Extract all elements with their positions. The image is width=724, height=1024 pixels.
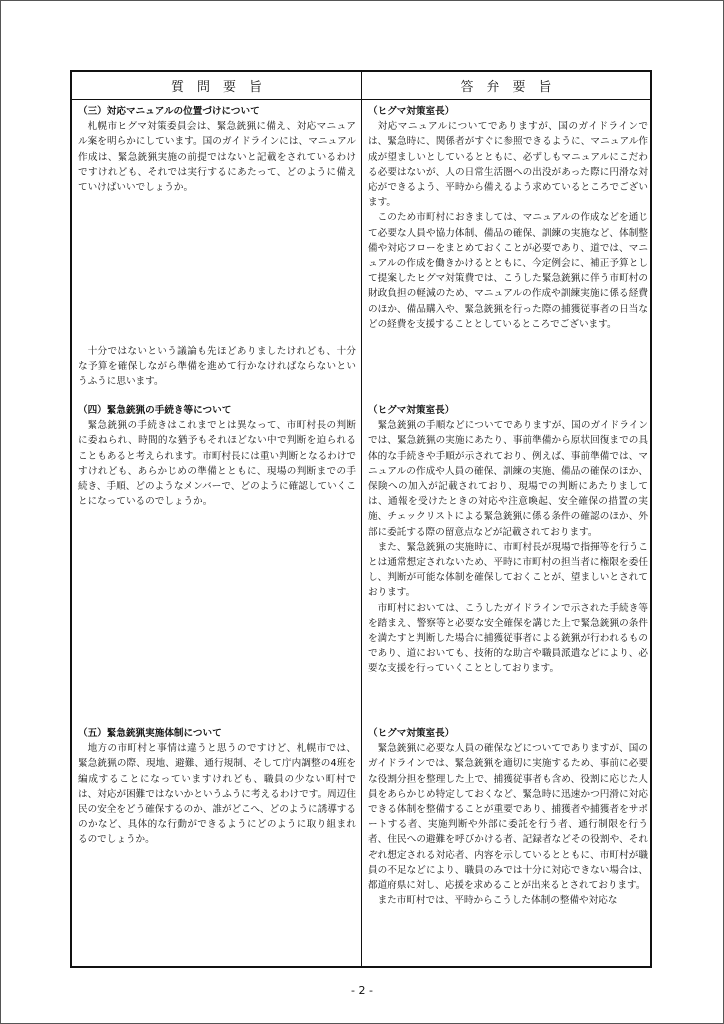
table-header [72, 72, 650, 100]
answer-title: （ヒグマ対策室長） [368, 405, 455, 416]
qa-table [70, 70, 652, 968]
question-followup-3 [78, 344, 356, 390]
answer-body: また市町村では、平時からこうした体制の整備や対応な [377, 895, 618, 907]
question-body: 緊急銃猟の手続きはこれまでとは異なって、市町村長の判断に委ねられ、時間的な猶予もそれほどない中で判断を迫られることもあると考えられます。市町村長には重い判断となるわけですけれども、あらかじめの準備とともに、現場の判断までの手続き、手順、どのようなメンバーで、どのように確認していくことになっているのでしょうか。 [78, 420, 356, 508]
answer-body: 緊急銃猟の手順などについてでありますが、国のガイドラインでは、緊急銃猟の実施にあたり、事前準備から原状回復までの具体的な手続きや手順が示されており、例えば、事前準備では、マニュアルの作成や人員の確保、訓練の実施、備品の確保のほか、保険への加入が記載されており、現場での判断にあたりましては、通報を受けたときの対応や注意喚起、安全確保の措置の実施、チェックリストによる緊急銃猟に係る条件の確認のほか、外部に委託する際の留意点などが記載されております。 [368, 420, 648, 538]
question-block-3 [78, 104, 356, 195]
answer-body: このため市町村におきましては、マニュアルの作成などを通じて必要な人員や協力体制、備品の確保、訓練の実施など、体制整備や対応フローをまとめておくことが必要であり、道では、マニュアルの作成を働きかけるとともに、今定例会に、補正予算として提案したヒグマ対策費では、こうした緊急銃猟に伴う市町村の財政負担の軽減のため、マニュアルの作成や訓練実施に係る経費のほか、備品購入や、緊急銃猟を行った際の捕獲従事者の日当などの経費を支援することとしているところでございます。 [368, 212, 648, 330]
answer-column-header: 答 弁 要 旨 [460, 80, 552, 95]
question-block-4 [78, 403, 356, 509]
answer-body: 市町村においては、こうしたガイドラインで示された手続き等を踏まえ、警察等と必要な安全確保を講じた上で緊急銃猟の条件を満たすと判断した場合に捕獲従事者による銃猟が行われるものであり、道においても、技術的な助言や職員派遣などにより、必要な支援を行っていくこととしております。 [368, 602, 648, 675]
question-body: 地方の市町村と事情は違うと思うのですけど、札幌市では、緊急銃猟の際、現地、避難、通行規制、そして庁内調整の4班を編成することになっていますけれども、職員の少ない町村では、対応が困難ではないかというふうに考えるわけです。周辺住民の安全をどう確保するのか、誰がどこへ、どのように誘導するのかなど、具体的な行動ができるようにどのように取り組まれるのでしょうか。 [78, 743, 356, 846]
answer-block-3 [368, 104, 648, 332]
answer-block-5 [368, 726, 648, 908]
question-followup: 十分ではないという議論も先ほどありましたけれども、十分な予算を確保しながら準備を進めて行かなければならないというふうに思います。 [78, 346, 356, 388]
question-title: （四）緊急銃猟の手続き等について [78, 405, 232, 416]
answer-title: （ヒグマ対策室長） [368, 728, 455, 739]
answer-body: 緊急銃猟に必要な人員の確保などについてでありますが、国のガイドラインでは、緊急銃猟を適切に実施するため、事前に必要な役割分担を整理した上で、捕獲従事者も含め、役割に応じた人員をあらかじめ特定しておくなど、緊急時に迅速かつ円滑に対応できる体制を整備することが重要であり、捕獲者や捕獲者をサポートする者、実施判断や外部に委託を行う者、通行制限を行う者、住民への避難を呼びかける者、記録者などその役割や、それぞれ想定される対応者、内容を示しているとともに、市町村が職員の不足などにより、職員のみでは十分に対応できない場合は、都道府県に対し、応援を求めることが出来るとされております。 [368, 743, 648, 892]
question-title: （五）緊急銃猟実施体制について [78, 728, 222, 739]
answer-title: （ヒグマ対策室長） [368, 106, 455, 117]
question-body: 札幌市ヒグマ対策委員会は、緊急銃猟に備え、対応マニュアル案を明らかにしています。国のガイドラインには、マニュアル作成は、緊急銃猟実施の前提ではないと記載をされているわけですけれども、それでは実行するにあたって、どのように備えていけばいいでしょうか。 [78, 121, 356, 194]
column-divider [361, 72, 362, 966]
page-number: - 2 - [351, 984, 373, 997]
question-title: （三）対応マニュアルの位置づけについて [78, 106, 260, 117]
answer-body: 対応マニュアルについてでありますが、国のガイドラインでは、緊急時に、関係者がすぐに参照できるように、マニュアル作成が望ましいとしているとともに、必ずしもマニュアルにこだわる必要はないが、人の日常生活圏への出没があった際に円滑な対応ができるよう、平時から備えるよう求めているところでございます。 [368, 121, 648, 209]
question-column-header: 質 問 要 旨 [170, 80, 262, 95]
answer-block-4 [368, 403, 648, 677]
question-block-5 [78, 726, 356, 848]
answer-body: また、緊急銃猟の実施時に、市町村長が現場で指揮等を行うことは通常想定されないため、平時に市町村の担当者に権限を委任し、判断が可能な体制を確保しておくことが、望ましいとされております。 [368, 541, 648, 599]
